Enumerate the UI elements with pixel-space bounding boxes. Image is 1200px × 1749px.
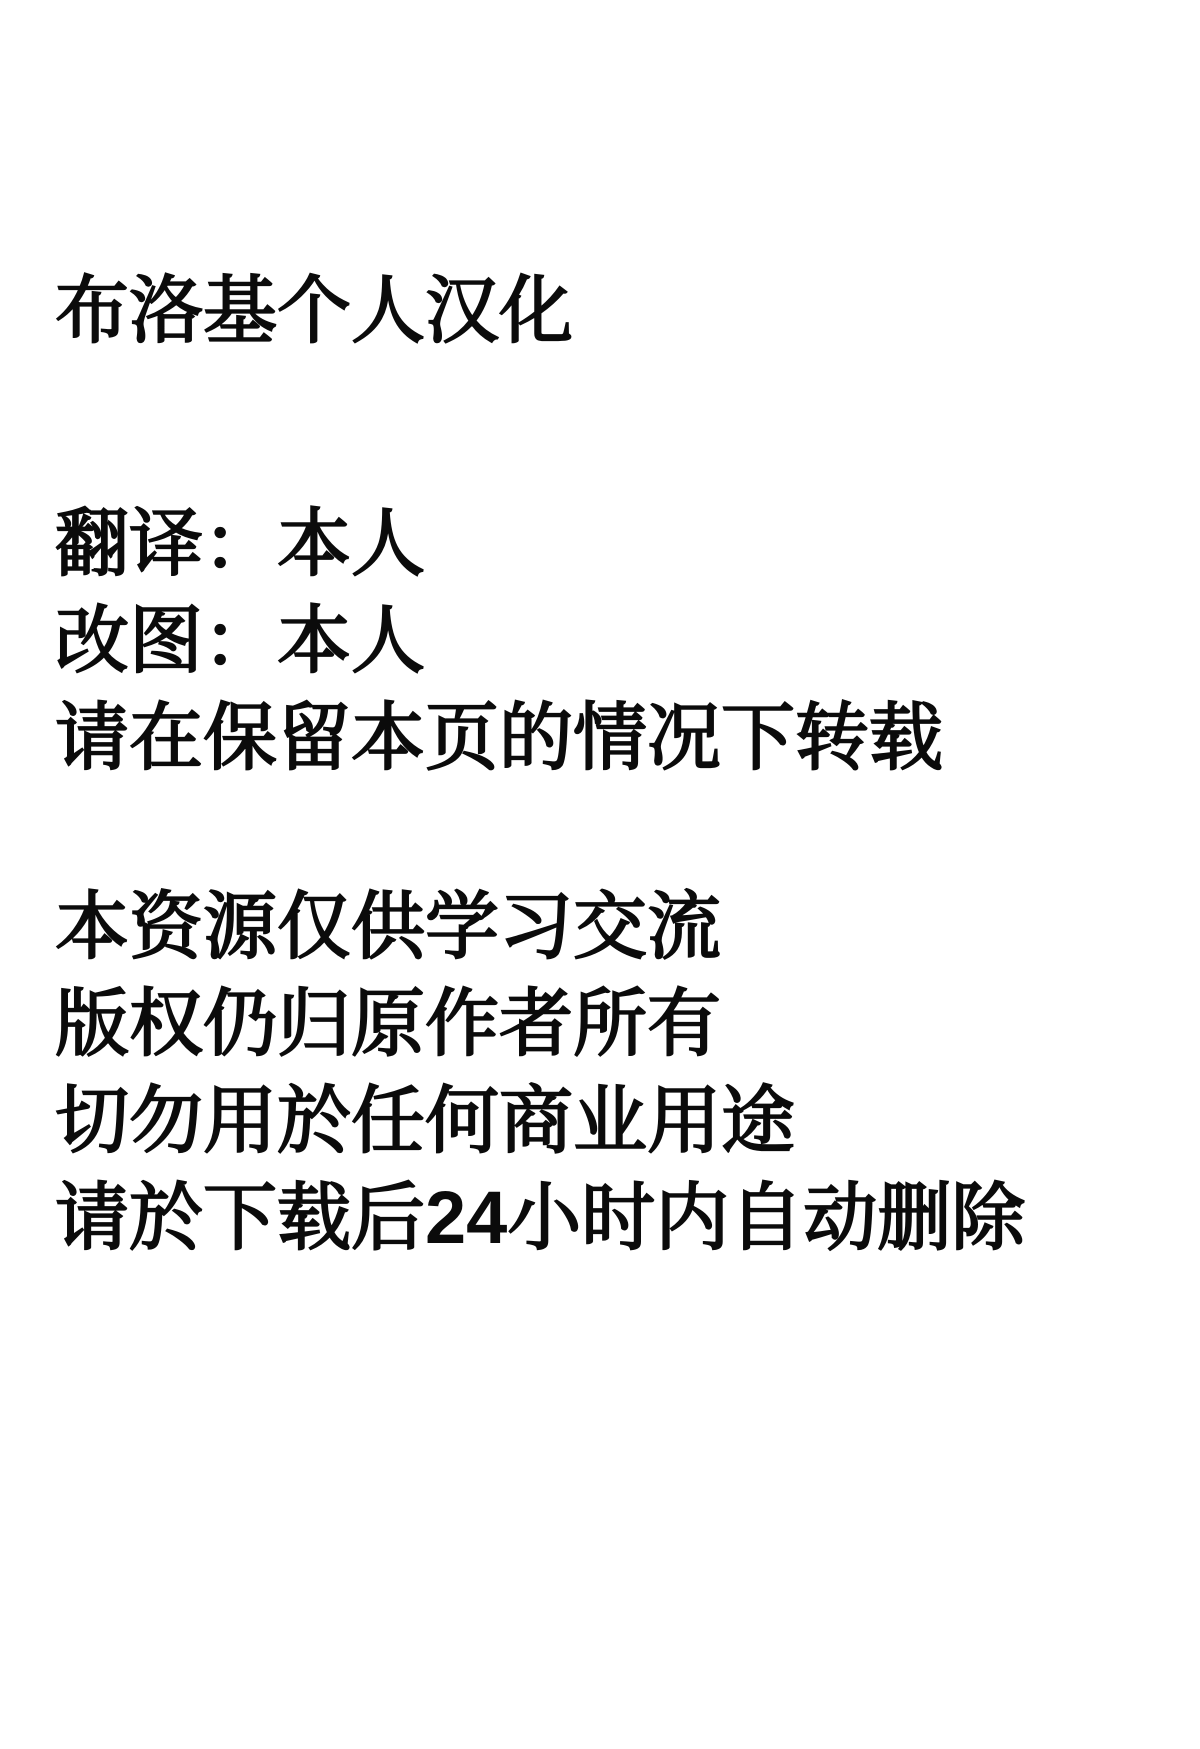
page-title: 布洛基个人汉化	[55, 269, 573, 352]
notice-line-copyright: 版权仍归原作者所有	[55, 982, 721, 1065]
credit-line-image-editor: 改图：本人	[55, 599, 425, 682]
credits-block	[55, 495, 1155, 786]
text-column	[55, 262, 1155, 1266]
credit-line-translator: 翻译：本人	[55, 502, 425, 585]
notice-line-learning-only: 本资源仅供学习交流	[55, 885, 721, 968]
notice-block	[55, 878, 1155, 1266]
notice-line-no-commercial-use: 切勿用於任何商业用途	[55, 1079, 795, 1162]
notice-line-delete-24h: 请於下载后24小时内自动删除	[55, 1176, 1026, 1259]
credit-line-repost-request: 请在保留本页的情况下转载	[55, 696, 943, 779]
